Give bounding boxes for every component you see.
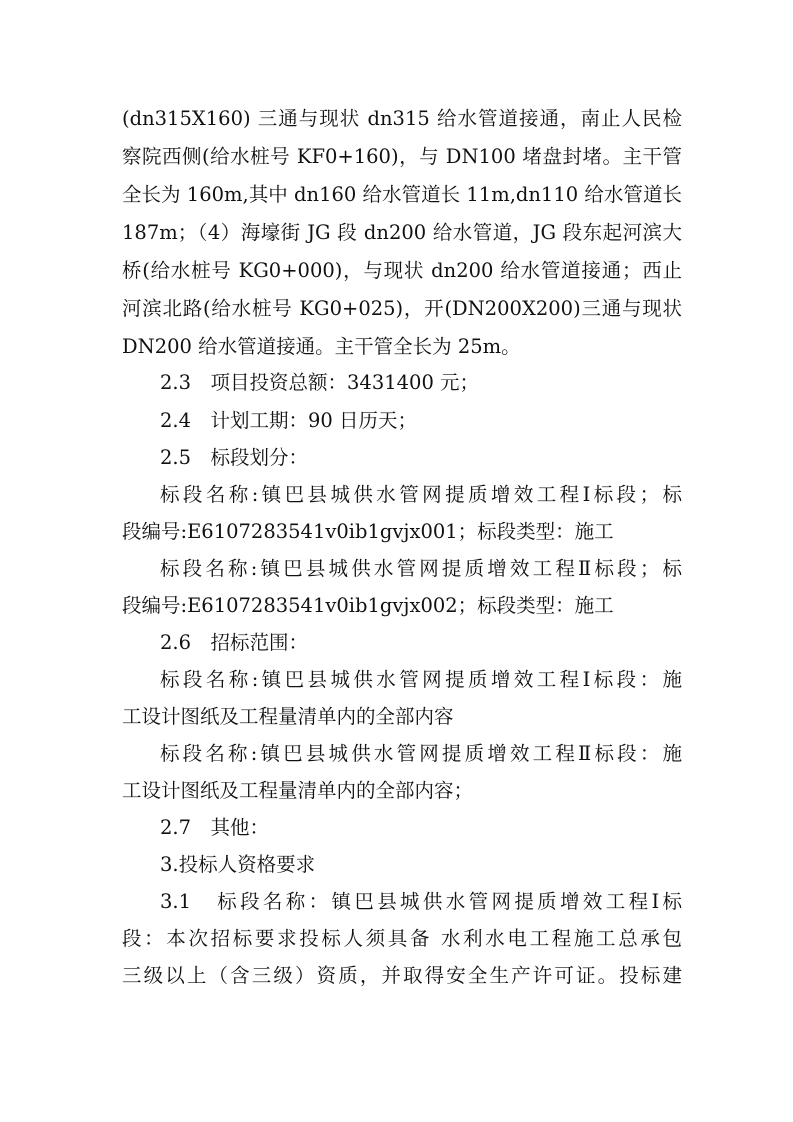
paragraph-line: 察院西侧(给水桩号 KF0+160)，与 DN100 堵盘封堵。主干管 [122,145,682,168]
section-2-6-heading: 2.6 招标范围： [160,631,309,654]
paragraph-line: 全长为 160m,其中 dn160 给水管道长 11m,dn110 给水管道长 [122,183,682,206]
paragraph-line: (dn315X160) 三通与现状 dn315 给水管道接通，南止人民检 [122,107,682,130]
lot-2-division-cont: 段编号:E6107283541v0ib1gvjx002；标段类型：施工 [122,594,614,617]
lot-1-scope: 标段名称:镇巴县城供水管网提质增效工程Ⅰ标段：施 [160,668,682,691]
section-2-4: 2.4 计划工期：90 日历天； [160,409,418,432]
paragraph-line: DN200 给水管道接通。主干管全长为 25m。 [122,335,521,358]
paragraph-line: 桥(给水桩号 KG0+000)，与现状 dn200 给水管道接通；西止 [122,259,682,282]
lot-2-division: 标段名称:镇巴县城供水管网提质增效工程Ⅱ标段；标 [160,557,682,580]
section-3-1-cont: 三级以上（含三级）资质，并取得安全生产许可证。投标建 [122,964,682,987]
section-3-heading: 3.投标人资格要求 [160,853,316,876]
lot-1-division: 标段名称:镇巴县城供水管网提质增效工程Ⅰ标段；标 [160,483,682,506]
lot-2-scope-cont: 工设计图纸及工程量清单内的全部内容； [122,779,474,802]
lot-2-scope: 标段名称:镇巴县城供水管网提质增效工程Ⅱ标段：施 [160,742,682,765]
section-2-3: 2.3 项目投资总额：3431400 元； [160,371,480,394]
paragraph-line: 河滨北路(给水桩号 KG0+025)，开(DN200X200)三通与现状 [122,297,682,320]
lot-1-division-cont: 段编号:E6107283541v0ib1gvjx001；标段类型：施工 [122,520,614,543]
section-2-7-heading: 2.7 其他： [160,816,270,839]
section-2-5-heading: 2.5 标段划分： [160,446,309,469]
section-3-1-cont: 段：本次招标要求投标人须具备 水利水电工程施工总承包 [122,927,682,950]
paragraph-line: 187m；（4）海壕街 JG 段 dn200 给水管道，JG 段东起河滨大 [122,221,682,244]
section-3-1: 3.1 标段名称：镇巴县城供水管网提质增效工程Ⅰ标 [160,890,682,913]
lot-1-scope-cont: 工设计图纸及工程量清单内的全部内容 [122,705,454,728]
